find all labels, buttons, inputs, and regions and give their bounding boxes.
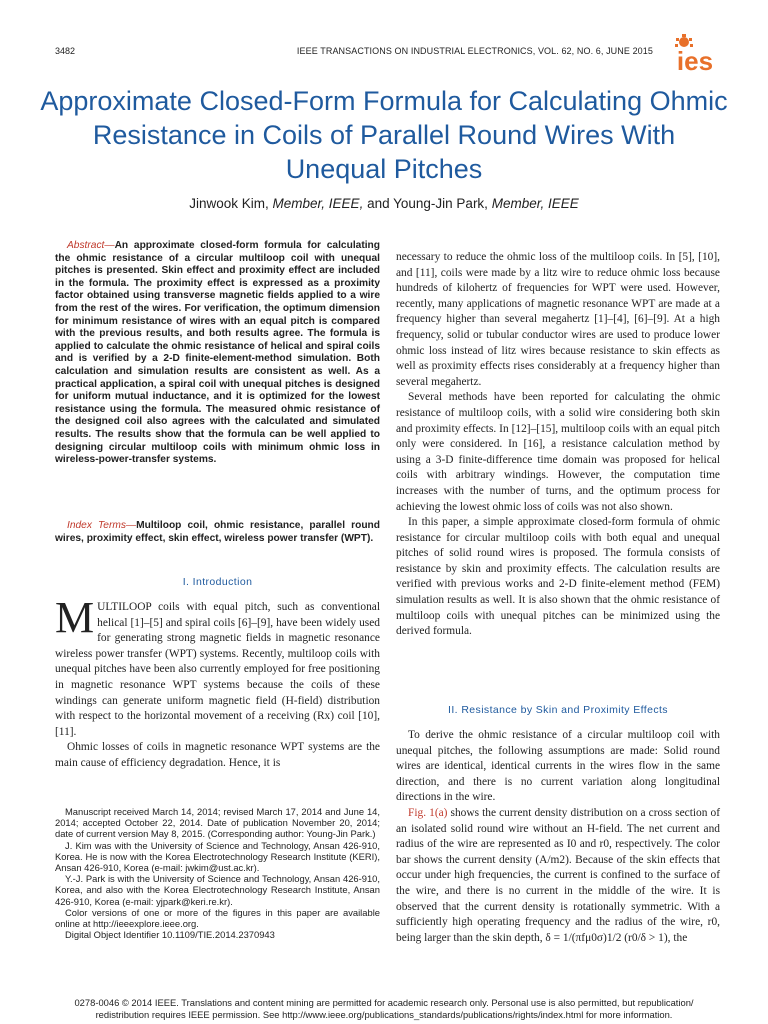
ies-logo (664, 34, 726, 74)
footer-line-1: 0278-0046 © 2014 IEEE. Translations and content mining are permitted for academic research only. Personal use is also permitted, but republication/ (74, 997, 694, 1008)
index-terms-text: Multiloop coil, ohmic resistance, parallel round wires, proximity effect, skin effect, wireless power transfer (WPT). (55, 520, 380, 544)
section-2-paragraph-2: Fig. 1(a) shows the current density distribution on a cross section of an isolated solid round wire without an H-field. The net current and radius of the wire are represented as I0 and r0, respectively. The color bar shows the current density (A/m2). Because of the skin effects that occur under high frequencies, the current is confined to the surface of the wire, and there is no current in the middle of the wire. It is observed that the current density is rotationally symmetric. With a sufficiently high operating frequency and the radius of the wire, r0, being larger than the skin depth, δ = 1/(πfμ0σ)1/2 (r0/δ > 1), the (396, 806, 720, 944)
author-1-name: Jinwook Kim, (189, 196, 269, 211)
author-line (40, 196, 728, 211)
journal-header: IEEE TRANSACTIONS ON INDUSTRIAL ELECTRONICS, VOL. 62, NO. 6, JUNE 2015 (296, 46, 653, 56)
abstract-label: Abstract— (67, 240, 115, 251)
footer-line-2: redistribution requires IEEE permission. See http://www.ieee.org/publications_standards/publications/rights/index.html for more information. (95, 1009, 673, 1020)
right-paragraph-2: Several methods have been reported for calculating the ohmic resistance of multiloop coils, with a solid wire considering both skin and proximity effects. In [12]–[15], multiloop coils with an equal pitch only were considered. In [16], a resistance calculation method by using a 3-D finite-difference time domain was proposed for helical coils with arbitrary windings. However, the computation time increases with the number of turns, and the optimum process for achieving the lowest ohmic loss of coils was not also shown. (396, 391, 720, 513)
author-2-role: Member, IEEE (491, 196, 579, 211)
footnote-color: Color versions of one or more of the figures in this paper are available online at http://ieeexplore.ieee.org. (55, 906, 380, 930)
section-2-paragraph-1: To derive the ohmic resistance of a circular multiloop coil with unequal pitches, the following assumptions are made: Solid round wires are identical, identical currents in the wires flow in the same direction, and there is no current variation along longitudinal directions in the wire. (396, 729, 720, 804)
intro-paragraph-1: MULTILOOP coils with equal pitch, such as conventional helical [1]–[5] and spiral coils [6]–[9], have been widely used for generating strong magnetic fields in magnetic resonance wireless power transfer (WPT) systems. Recently, multiloop coils with unequal pitches have been also currently employed for free positioning in magnetic resonance WPT systems because the coils of these windings can generate uniform magnetic field (H-field) distribution with respect to the horizontal movement of a receiving (Rx) coil [10], [11]. (55, 593, 380, 738)
intro-paragraph-2: Ohmic losses of coils in magnetic resonance WPT systems are the main cause of efficiency degradation. Hence, it is (55, 741, 380, 769)
footnote-author-2: Y.-J. Park is with the University of Science and Technology, Ansan 426-910, Korea, and also with the Korea Electrotechnology Research Institute, Ansan 426-910, Korea (e-mail: yjpark@keri.re.kr). (55, 873, 380, 907)
page-number: 3482 (55, 46, 76, 56)
footnotes (55, 806, 380, 940)
right-column-intro (396, 250, 720, 640)
introduction (55, 593, 380, 772)
author-1-role: Member, IEEE, (272, 196, 364, 211)
right-paragraph-3: In this paper, a simple approximate closed-form formula of ohmic resistance for circular multiloop coils with both equal and unequal pitches of solid round wires is proposed. The formula consists of resistance by skin and proximity effects. The calculation results are verified with previous works and 2-D finite-element method (FEM) simulation results as well. It is also shown that the ohmic resistance of multiloop coils with unequal pitches can be minimized using the derived formula. (396, 516, 720, 638)
section-2-heading: II. Resistance by Skin and Proximity Effects (448, 704, 668, 716)
copyright-footer (40, 997, 728, 1021)
author-2-name: Young-Jin Park, (393, 196, 488, 211)
svg-text:ies: ies (676, 46, 714, 74)
figure-link[interactable]: Fig. 1(a) (408, 806, 448, 819)
section-1-heading: I. Introduction (182, 576, 253, 588)
section-2-body (396, 728, 720, 946)
author-conjunction: and (363, 196, 394, 211)
right-paragraph-1: necessary to reduce the ohmic loss of the multiloop coils. In [5], [10], and [11], coils were made by a litz wire to reduce ohmic loss because hundreds of kilohertz of frequencies for WPT were used. However, recently, many applications of magnetic resonance WPT are made at a frequency higher than several megahertz [1]–[4], [6]–[9]. At a high frequency, solid or tubular conductor wires are used to produce lower ohmic loss instead of litz wires because resistance to skin effects as well as proximity effects rises considerably at a frequency higher than several megahertz. (396, 251, 720, 388)
index-terms (55, 520, 380, 545)
index-terms-label: Index Terms— (67, 520, 137, 531)
dropcap: M (55, 593, 95, 642)
footnote-author-1: J. Kim was with the University of Science and Technology, Ansan 426-910, Korea. He is now with the Korea Electrotechnology Research Institute (KERI), Ansan 426-910, Korea (e-mail: jwkim@ust.ac.kr). (55, 839, 380, 874)
paper-title: Approximate Closed-Form Formula for Calculating Ohmic Resistance in Coils of Parallel Round Wires With Unequal Pitches (40, 86, 728, 184)
abstract (55, 240, 380, 467)
abstract-text: An approximate closed-form formula for calculating the ohmic resistance of a circular multiloop coil with unequal pitches is presented. Skin effect and proximity effect are included in the formula. The proximity effect is expressed as a proximity factor obtained using transverse magnetic fields applied to a wire from the rest of the wires. For verification, the optimum dimension for minimum resistance of wires with an equal pitch is compared with the previous results, and both results agree. The formula is applied to calculate the ohmic resistance of helical and spiral coils and is verified by a 2-D finite-element-method simulation. Both calculation and simulation results are consistent as well. As a practical application, a spiral coil with unequal pitches is designed for uniform mutual inductance, and it is optimized for the lowest resistance using the formula. The measured ohmic resistance of the designed coil also agrees with the calculated and simulated results. The results show that the formula can be well applied to designing circular multiloop coils with minimum ohmic loss in wireless-power-transfer systems. (55, 240, 380, 466)
footnote-doi: Digital Object Identifier 10.1109/TIE.2014.2370943 (65, 929, 275, 941)
footnote-manuscript: Manuscript received March 14, 2014; revised March 17, 2014 and June 14, 2014; accepted October 22, 2014. Date of publication November 20, 2014; date of current version May 8, 2015. (Corresponding author: Young-Jin Park.) (55, 806, 380, 840)
